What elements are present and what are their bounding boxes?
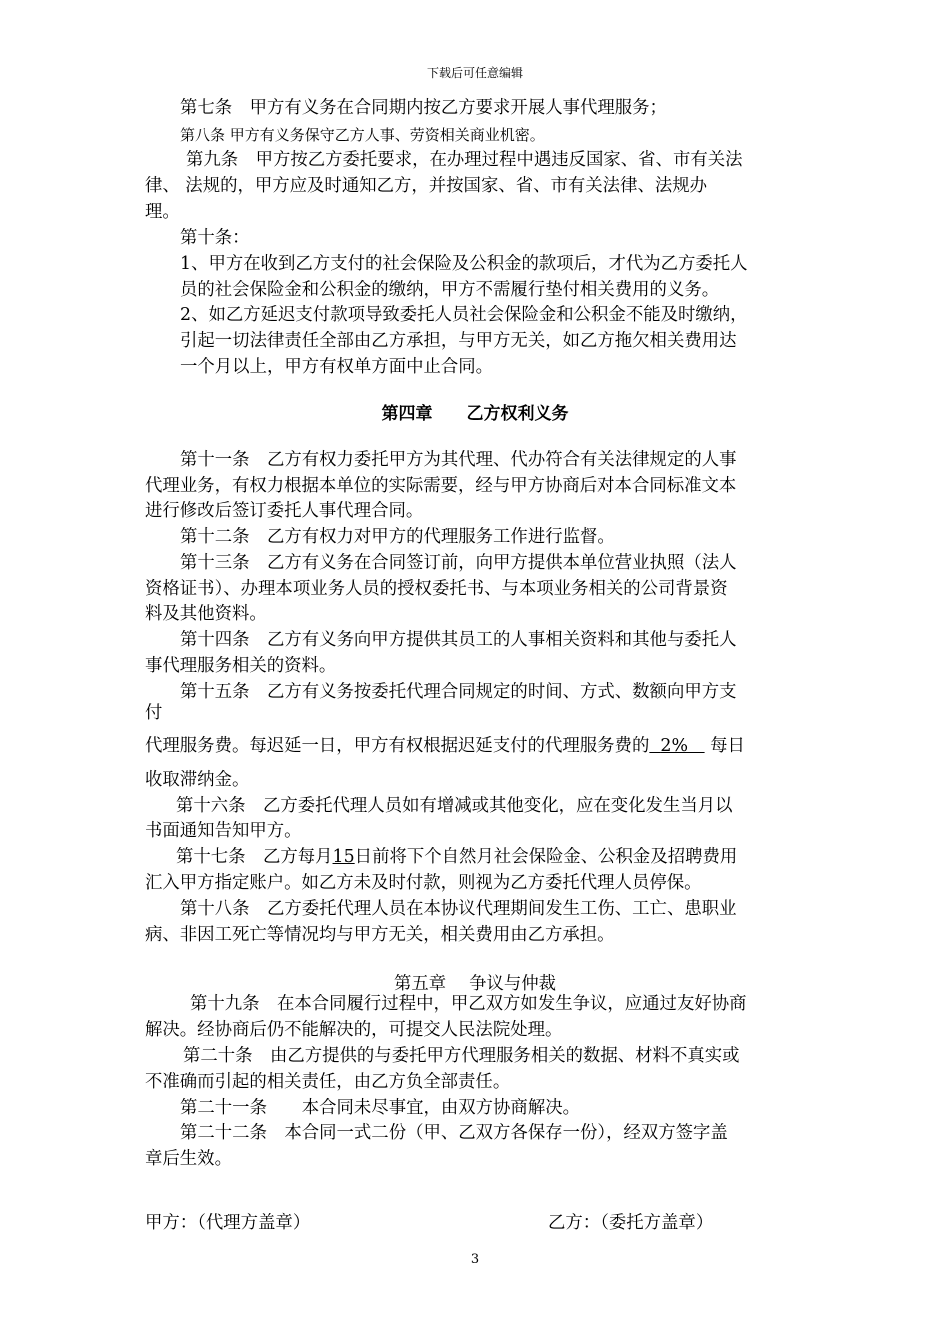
article-18-line-1: 第十八条 乙方委托代理人员在本协议代理期间发生工伤、工亡、患职业 [180, 899, 737, 919]
article-11-line-1: 第十一条 乙方有权力委托甲方为其代理、代办符合有关法律规定的人事 [180, 450, 737, 470]
article-22-line-2: 章后生效。 [145, 1149, 232, 1169]
page-number: 3 [470, 1252, 480, 1267]
article-10-item-2-line-3: 一个月以上，甲方有权单方面中止合同。 [180, 357, 494, 377]
article-15-line-3 [145, 735, 745, 757]
article-17-line-2: 汇入甲方指定账户。如乙方未及时付款，则视为乙方委托代理人员停保。 [145, 873, 702, 893]
article-15-line-2: 付 [145, 703, 163, 723]
article-22-line-1: 第二十二条 本合同一式二份（甲、乙双方各保存一份），经双方签字盖 [180, 1123, 728, 1143]
article-9-line-3: 理。 [145, 202, 180, 222]
article-20-line-1: 第二十条 由乙方提供的与委托甲方代理服务相关的数据、材料不真实或 [183, 1046, 740, 1066]
late-fee-rate-value: 2% [660, 736, 688, 756]
article-18-line-2: 病、非因工死亡等情况均与甲方无关，相关费用由乙方承担。 [145, 925, 615, 945]
article-17-text: 第十七条 乙方每月 [176, 847, 333, 867]
payment-day: 15 [332, 847, 355, 867]
article-10-item-1-line-2: 员的社会保险金和公积金的缴纳，甲方不需履行垫付相关费用的义务。 [180, 280, 720, 300]
party-a-signature: 甲方：（代理方盖章） [145, 1213, 311, 1233]
article-15-text-end: 每日 [710, 736, 745, 756]
article-9-line-2: 律、 法规的，甲方应及时通知乙方，并按国家、省、市有关法律、法规办 [145, 176, 708, 196]
chapter-5-number: 第五章 [393, 974, 447, 994]
article-14-line-1: 第十四条 乙方有义务向甲方提供其员工的人事相关资料和其他与委托人 [180, 630, 737, 650]
article-8: 第八条 甲方有义务保守乙方人事、劳资相关商业机密。 [180, 126, 545, 144]
article-10-item-2-line-2: 引起一切法律责任全部由乙方承担，与甲方无关，如乙方拖欠相关费用达 [180, 331, 737, 351]
article-15-line-4: 收取滞纳金。 [145, 770, 250, 790]
article-9-line-1: 第九条 甲方按乙方委托要求，在办理过程中遇违反国家、省、市有关法 [186, 150, 743, 170]
chapter-4-heading [0, 399, 950, 424]
article-19-line-1: 第十九条 在本合同履行过程中，甲乙双方如发生争议，应通过友好协商 [190, 994, 747, 1014]
article-14-line-2: 事代理服务相关的资料。 [145, 656, 337, 676]
chapter-5-title: 争议与仲裁 [469, 974, 557, 994]
article-21: 第二十一条 本合同未尽事宜，由双方协商解决。 [180, 1098, 580, 1118]
article-13-line-3: 料及其他资料。 [145, 604, 267, 624]
article-15-line-1: 第十五条 乙方有义务按委托代理合同规定的时间、方式、数额向甲方支 [180, 682, 737, 702]
chapter-4-number: 第四章 [381, 404, 433, 424]
article-11-line-2: 代理业务，有权力根据本单位的实际需要，经与甲方协商后对本合同标准文本 [145, 476, 737, 496]
article-16-line-1: 第十六条 乙方委托代理人员如有增减或其他变化，应在变化发生当月以 [176, 796, 733, 816]
article-13-line-1: 第十三条 乙方有义务在合同签订前，向甲方提供本单位营业执照（法人 [180, 553, 737, 573]
article-16-line-2: 书面通知告知甲方。 [145, 821, 302, 841]
late-fee-rate [649, 736, 704, 756]
chapter-4-title: 乙方权利义务 [466, 404, 569, 424]
article-7: 第七条 甲方有义务在合同期内按乙方要求开展人事代理服务； [180, 98, 667, 118]
article-13-line-2: 资格证书）、办理本项业务人员的授权委托书、与本项业务相关的公司背景资 [145, 579, 728, 599]
article-11-line-3: 进行修改后签订委托人事代理合同。 [145, 501, 424, 521]
page-header: 下载后可任意编辑 [426, 66, 523, 80]
article-20-line-2: 不准确而引起的相关责任，由乙方负全部责任。 [145, 1072, 511, 1092]
article-10-item-2-line-1: 2、如乙方延迟支付款项导致委托人员社会保险金和公积金不能及时缴纳， [180, 305, 748, 325]
party-b-signature: 乙方：（委托方盖章） [548, 1213, 714, 1233]
article-15-text: 代理服务费。每迟延一日，甲方有权根据迟延支付的代理服务费的 [145, 736, 650, 756]
article-10-heading: 第十条： [180, 228, 250, 248]
article-12: 第十二条 乙方有权力对甲方的代理服务工作进行监督。 [180, 527, 615, 547]
article-10-item-1-line-1: 1、甲方在收到乙方支付的社会保险及公积金的款项后，才代为乙方委托人 [180, 254, 748, 274]
article-19-line-2: 解决。经协商后仍不能解决的，可提交人民法院处理。 [145, 1020, 563, 1040]
chapter-5-heading [0, 969, 950, 994]
article-17-line-1 [176, 846, 737, 868]
article-17-text-end: 日前将下个自然月社会保险金、公积金及招聘费用 [354, 847, 738, 867]
